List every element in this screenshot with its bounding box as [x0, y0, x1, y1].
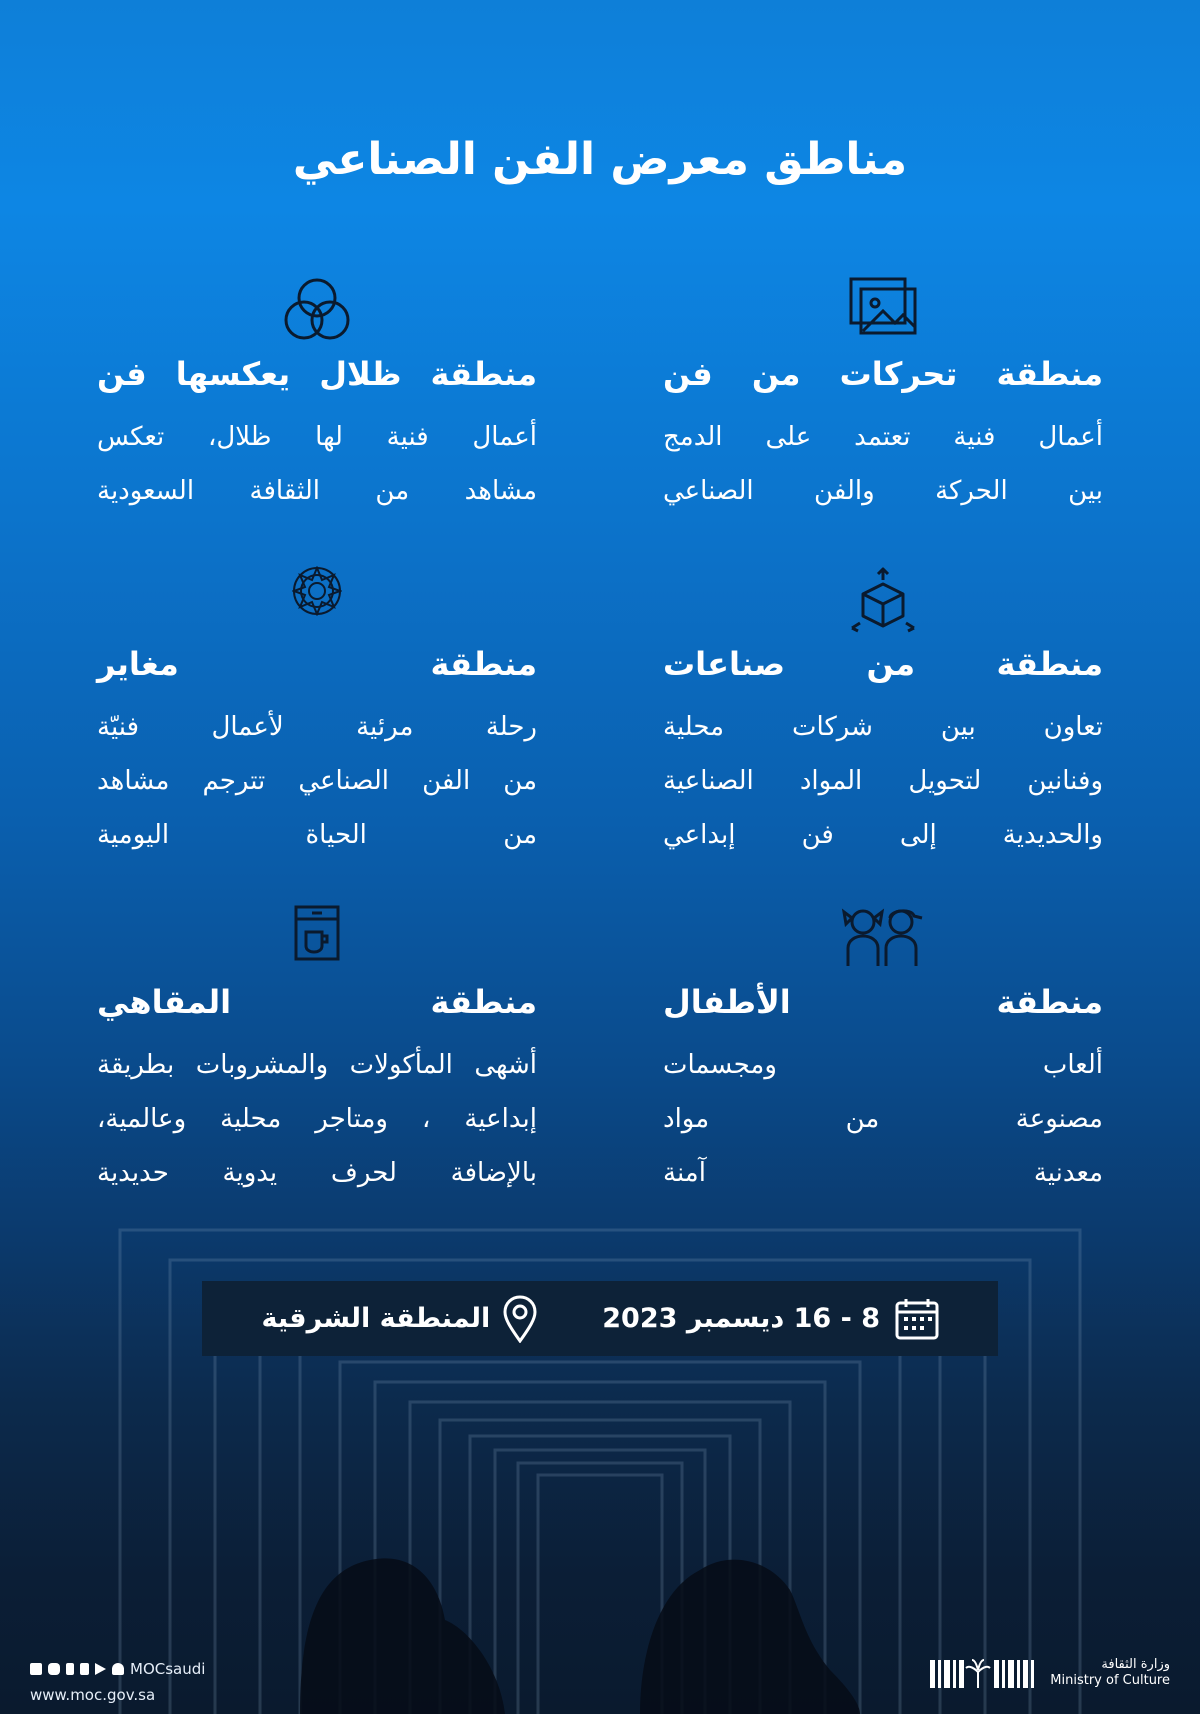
social-handle[interactable]: MOCsaudi	[130, 1660, 206, 1678]
image-gallery-icon	[848, 276, 918, 336]
zone-title: منطقة المقاهي	[97, 983, 537, 1021]
zone-description-line: أعمال فنية تعتمد على الدمج	[663, 421, 1103, 452]
zone-description-line: مصنوعة من مواد	[663, 1103, 1103, 1134]
children-icon	[838, 904, 928, 968]
event-date-text: 8 - 16 ديسمبر 2023	[602, 1303, 880, 1334]
coffee-machine-icon	[292, 904, 342, 962]
location-pin-icon	[502, 1295, 538, 1343]
zone-card-mughayir	[97, 566, 537, 862]
page-title: مناطق معرض الفن الصناعي	[292, 134, 908, 185]
zone-title: منطقة من صناعات	[663, 645, 1103, 683]
zone-title: منطقة مغاير	[97, 645, 537, 683]
event-date	[602, 1297, 940, 1341]
event-location-text: المنطقة الشرقية	[261, 1303, 491, 1334]
tiktok-icon[interactable]	[80, 1663, 89, 1675]
instagram-icon[interactable]	[48, 1663, 60, 1675]
background-corridor-art	[0, 1150, 1200, 1714]
zone-card-industries	[663, 566, 1103, 862]
event-location	[262, 1295, 539, 1343]
zone-description-line: إبداعية ، ومتاجر محلية وعالمية،	[97, 1103, 537, 1134]
snapchat-icon[interactable]	[112, 1663, 124, 1675]
zone-description-line: مشاهد من الثقافة السعودية	[97, 475, 537, 506]
zone-description-line: أعمال فنية لها ظلال، تعكس	[97, 421, 537, 452]
zone-description-line: تعاون بين شركات محلية	[663, 711, 1103, 742]
zone-description-line: والحديدية إلى فن إبداعي	[663, 819, 1103, 850]
zone-title: منطقة الأطفال	[663, 983, 1103, 1021]
zone-card-kids	[663, 904, 1103, 1200]
zone-card-shadows	[97, 276, 537, 518]
overlapping-circles-icon	[282, 276, 352, 342]
zone-card-cafes	[97, 904, 537, 1200]
zone-description-line: من الحياة اليومية	[97, 819, 537, 850]
3d-box-icon	[848, 566, 918, 638]
footer-social	[30, 1660, 205, 1704]
facebook-icon[interactable]	[66, 1663, 74, 1675]
x-icon[interactable]	[30, 1663, 42, 1675]
pattern-medallion-icon	[292, 566, 342, 616]
zone-description-line: بين الحركة والفن الصناعي	[663, 475, 1103, 506]
youtube-icon[interactable]	[95, 1663, 106, 1675]
ministry-name-ar: وزارة الثقافة	[1101, 1657, 1170, 1672]
zone-description-line: رحلة مرئية لأعمال فنيّة	[97, 711, 537, 742]
zone-description-line: من الفن الصناعي تترجم مشاهد	[97, 765, 537, 796]
ministry-name-en: Ministry of Culture	[1050, 1673, 1170, 1688]
ministry-logo-mark	[930, 1656, 1040, 1690]
zone-card-motion	[663, 276, 1103, 518]
event-info-bar	[202, 1281, 998, 1356]
zone-description-line: ألعاب ومجسمات	[663, 1049, 1103, 1080]
zone-description-line: وفنانين لتحويل المواد الصناعية	[663, 765, 1103, 796]
zone-description-line: بالإضافة لحرف يدوية حديدية	[97, 1157, 537, 1188]
zone-title: منطقة ظلال يعكسها فن	[97, 355, 537, 393]
website-link[interactable]: www.moc.gov.sa	[30, 1686, 156, 1704]
zone-description-line: معدنية آمنة	[663, 1157, 1103, 1188]
zone-title: منطقة تحركات من فن	[663, 355, 1103, 393]
ministry-logo	[930, 1656, 1170, 1690]
calendar-icon	[894, 1297, 940, 1341]
zone-description-line: أشهى المأكولات والمشروبات بطريقة	[97, 1049, 537, 1080]
